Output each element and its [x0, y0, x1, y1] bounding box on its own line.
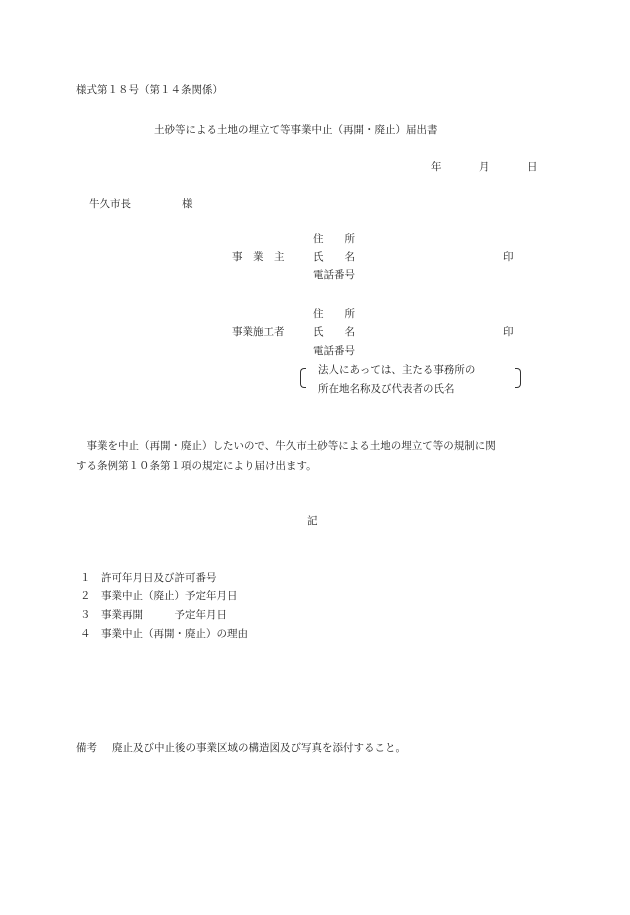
addressee-name: 牛久市長 [89, 198, 131, 210]
owner-seal-mark: 印 [503, 251, 514, 263]
date-year: 年 [431, 161, 442, 173]
left-bracket [300, 368, 306, 388]
right-bracket [515, 368, 521, 388]
ki-heading: 記 [307, 515, 318, 527]
corporate-note-line2: 所在地名称及び代表者の氏名 [318, 383, 455, 395]
addressee-honorific: 様 [182, 198, 193, 210]
item-text: 許可年月日及び許可番号 [101, 572, 217, 584]
document-title: 土砂等による土地の埋立て等事業中止（再開・廃止）届出書 [154, 124, 438, 136]
item-number: １ [80, 572, 91, 584]
remarks-text: 廃止及び中止後の事業区域の構造図及び写真を添付すること。 [112, 742, 406, 754]
item-number: ２ [80, 590, 91, 602]
owner-name-label: 氏 名 [313, 251, 355, 263]
form-number: 様式第１８号（第１４条関係） [76, 84, 223, 96]
corporate-note-line1: 法人にあっては、主たる事務所の [318, 364, 476, 376]
remarks-label: 備考 [76, 742, 97, 754]
owner-address-label: 住 所 [313, 233, 355, 245]
contractor-role-label: 事業施工者 [232, 326, 285, 338]
body-line-2: する条例第１０条第１項の規定により届け出ます。 [76, 460, 317, 472]
owner-phone-label: 電話番号 [313, 269, 355, 281]
contractor-name-label: 氏 名 [313, 326, 355, 338]
contractor-seal-mark: 印 [503, 326, 514, 338]
item-text: 事業中止（廃止）予定年月日 [101, 590, 238, 602]
contractor-phone-label: 電話番号 [313, 345, 355, 357]
body-line-1: 事業を中止（再開・廃止）したいので、牛久市土砂等による土地の埋立て等の規制に関 [76, 440, 496, 452]
date-month: 月 [479, 161, 490, 173]
date-day: 日 [527, 161, 538, 173]
item-text: 事業再開 予定年月日 [101, 609, 227, 621]
item-text: 事業中止（再開・廃止）の理由 [101, 628, 248, 640]
owner-role-label: 事 業 主 [232, 251, 285, 263]
item-number: ３ [80, 609, 91, 621]
contractor-address-label: 住 所 [313, 308, 355, 320]
item-number: ４ [80, 628, 91, 640]
